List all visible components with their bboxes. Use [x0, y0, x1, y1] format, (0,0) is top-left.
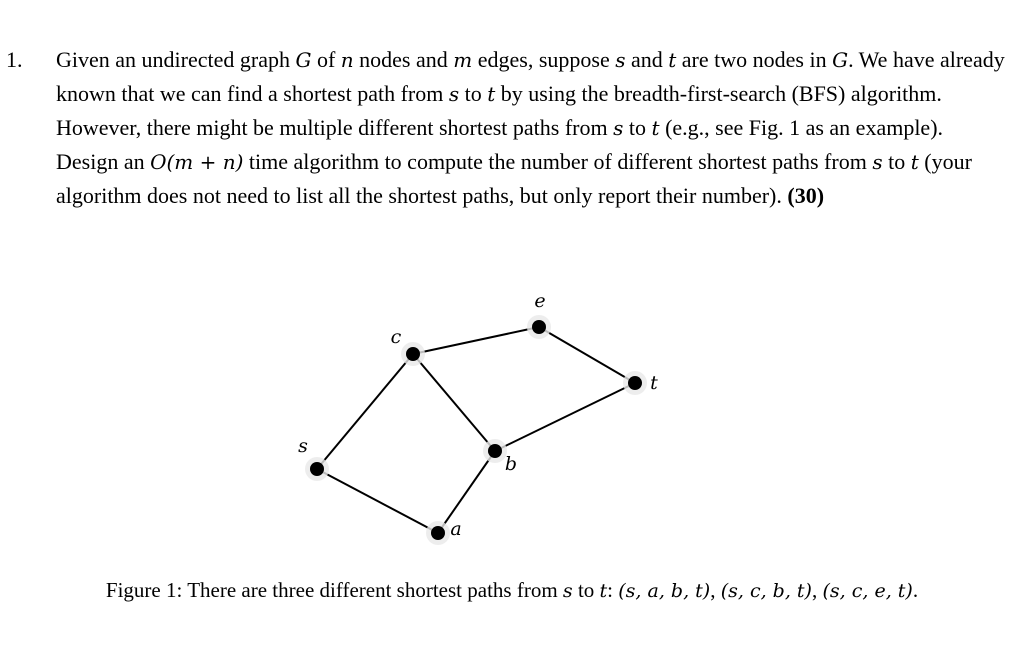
edge-s-c: [317, 354, 413, 469]
question-number: 1.: [6, 47, 23, 72]
edge-b-t: [495, 383, 635, 451]
figure-caption: Figure 1: There are three different shortest paths from s to t: (s, a, b, t), (s, c, b, t), (s, c, e, t).: [105, 578, 919, 602]
node-a: [431, 526, 445, 540]
edge-c-b: [413, 354, 495, 451]
node-b: [488, 444, 502, 458]
edge-a-b: [438, 451, 495, 533]
complexity-formula: O(m + n): [150, 150, 244, 174]
node-e: [532, 320, 546, 334]
node-label-t: t: [650, 372, 658, 394]
node-c: [406, 347, 420, 361]
node-label-c: c: [390, 326, 402, 348]
node-t: [628, 376, 642, 390]
edge-s-a: [317, 469, 438, 533]
edge-c-e: [413, 327, 539, 354]
node-label-e: e: [534, 290, 546, 312]
edge-e-t: [539, 327, 635, 383]
node-s: [310, 462, 324, 476]
node-label-b: b: [504, 453, 518, 475]
question-points: (30): [787, 183, 825, 208]
question-paragraph-1: Given an undirected graph G of n nodes and m edges, suppose s and t are two nodes in G. We have already known that we can find a shortest path from s to t by using the breadth-first-search (BFS) algorithm. However, there might be multiple different shortest paths from s to t (e.g., see Fig. 1 as an example).: [56, 47, 1005, 140]
node-label-s: s: [298, 435, 308, 457]
question-paragraph-2: Design an O(m + n) time algorithm to compute the number of different shortest paths from s to t (your algorithm does not need to list all the shortest paths, but only report their number). (30): [56, 149, 972, 208]
node-label-a: a: [450, 518, 462, 540]
